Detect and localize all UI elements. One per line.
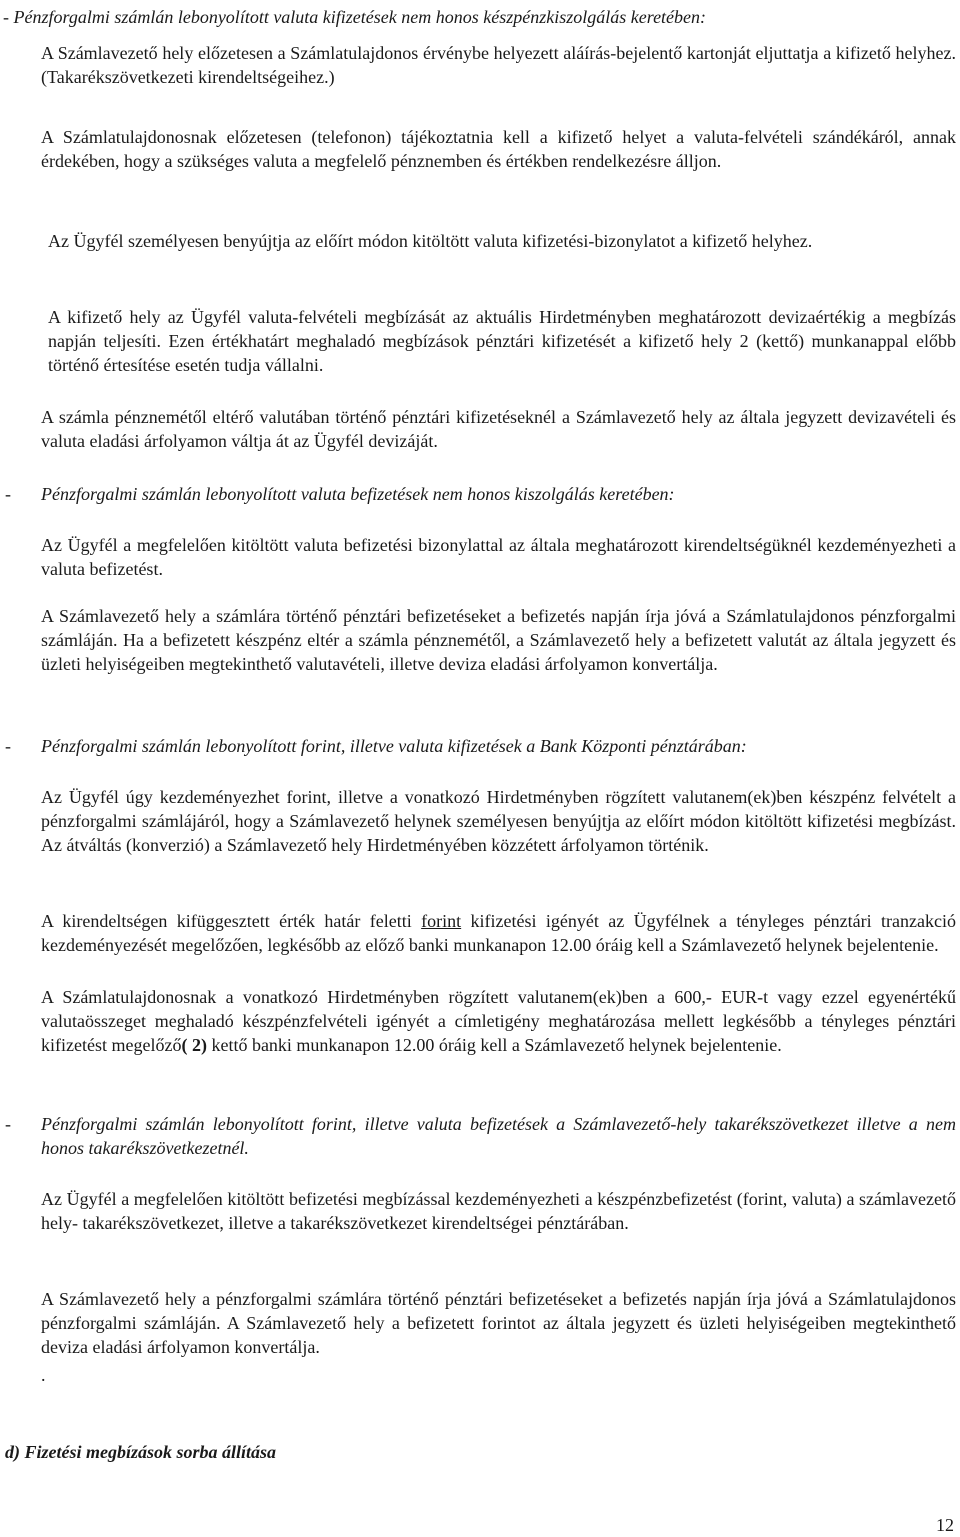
bold-number: ( 2)	[181, 1035, 207, 1055]
section-heading-savings-cooperative	[5, 1112, 956, 1160]
section-heading-foreign-currency-deposit	[5, 482, 956, 506]
paragraph-eur-limit	[41, 985, 956, 1057]
stray-dot: .	[41, 1365, 46, 1385]
paragraph-deposit-credit: A Számlavezető hely a számlára történő pénztári befizetéseket a befizetés napján írja jóvá a Számlatulajdonos pénzforgalmi számláján. Ha a befizetett készpénz eltér a számla pénznemétől, a Számlavezető hely a befizetett valutát az általa jegyzett és üzleti helyiségeiben megtekinthető valutavételi, illetve deviza eladási árfolyamon konvertálja.	[41, 606, 956, 674]
heading-text: Pénzforgalmi számlán lebonyolított forint, illetve valuta kifizetések a Bank Központi pénztárában:	[41, 736, 747, 756]
text-segment: kifizetési igényét az Ügyfélnek a tényleges pénztári tranzakció kezdeményezését megelőzően, legkésőbb az előző banki munkanapon 12.00 óráig kell a Számlavezető helynek bejelentenie.	[41, 911, 956, 955]
section-title-d: d) Fizetési megbízások sorba állítása	[5, 1442, 277, 1462]
paragraph-forint-conversion: A Számlavezető hely a pénzforgalmi számlára történő pénztári befizetéseket a befizetés napján írja jóvá a Számlatulajdonos pénzforgalmi számláján. A Számlavezető hely a befizetett forintot az általa jegyzett és üzleti helyiségeiben megtekinthető deviza eladási árfolyamon konvertálja.	[41, 1289, 956, 1357]
text-segment: kettő banki munkanapon 12.00 óráig kell a Számlavezető helynek bejelentenie.	[206, 1035, 782, 1055]
list-dash: -	[5, 484, 11, 504]
section-heading-foreign-currency-withdrawal: - Pénzforgalmi számlán lebonyolított valuta kifizetések nem honos készpénzkiszolgálás keretében:	[3, 7, 707, 27]
page-number: 12	[936, 1515, 954, 1535]
paragraph-forint-limit	[41, 909, 956, 957]
paragraph-deposit-slip: Az Ügyfél a megfelelően kitöltött valuta befizetési bizonylattal az általa meghatározott kirendeltségüknél kezdeményezheti a valuta befizetést.	[41, 535, 956, 579]
text-segment: A kirendeltségen kifüggesztett érték határ feletti	[41, 911, 422, 931]
underlined-forint: forint	[421, 911, 462, 931]
list-dash: -	[5, 1114, 11, 1134]
paragraph-cash-withdrawal: Az Ügyfél úgy kezdeményezhet forint, illetve a vonatkozó Hirdetményben rögzített valutanem(ek)ben készpénz felvételt a pénzforgalmi számlájáról, hogy a Számlavezető helynek személyesen benyújtja az előírt módon kitöltött kifizetési megbízást. Az átváltás (konverzió) a Számlavezető hely Hirdetményében közzétett árfolyamon történik.	[41, 787, 956, 855]
heading-text: Pénzforgalmi számlán lebonyolított valuta befizetések nem honos kiszolgálás keretében:	[41, 484, 675, 504]
list-dash: -	[5, 736, 11, 756]
heading-text: Pénzforgalmi számlán lebonyolított forint, illetve valuta befizetések a Számlavezető-hely takarékszövetkezet illetve a nem honos takarékszövetkezetnél.	[41, 1114, 956, 1158]
paragraph-signature-card: A Számlavezető hely előzetesen a Számlatulajdonos érvénybe helyezett aláírás-bejelentő kartonját eljuttatja a kifizető helyhez. (Takarékszövetkezeti kirendeltségeihez.)	[41, 43, 956, 87]
paragraph-withdrawal-limit: A kifizető hely az Ügyfél valuta-felvételi megbízását az aktuális Hirdetményben meghatározott devizaértékig a megbízás napján teljesíti. Ezen értékhatárt meghaladó megbízások pénztári kifizetését a kifizető hely 2 (kettő) munkanappal előbb történő értesítése esetén tudja vállalni.	[48, 307, 956, 375]
section-heading-central-cashier	[5, 734, 956, 758]
paragraph-exchange-rate: A számla pénznemétől eltérő valutában történő pénztári kifizetéseknél a Számlavezető hely az általa jegyzett devizavételi és valuta eladási árfolyamon váltja át az Ügyfél devizáját.	[41, 407, 956, 451]
paragraph-cash-deposit: Az Ügyfél a megfelelően kitöltött befizetési megbízással kezdeményezheti a készpénzbefizetést (forint, valuta) a számlavezető hely- takarékszövetkezet, illetve a takarékszövetkezet kirendeltségei pénztárában.	[41, 1189, 956, 1233]
paragraph-phone-notice: A Számlatulajdonosnak előzetesen (telefonon) tájékoztatnia kell a kifizető helyet a valuta-felvételi szándékáról, annak érdekében, hogy a szükséges valuta a megfelelő pénznemben és értékben rendelkezésre álljon.	[41, 127, 956, 171]
paragraph-withdrawal-slip: Az Ügyfél személyesen benyújtja az előírt módon kitöltött valuta kifizetési-bizonylatot a kifizető helyhez.	[48, 231, 813, 251]
text-segment: A Számlatulajdonosnak a vonatkozó Hirdetményben rögzített valutanem(ek)ben a 600,- EUR-t vagy ezzel egyenértékű valutaösszeget meghaladó készpénzfelvételi igényét a címletigény meghatározása mellett legkésőbb a tényleges pénztári kifizetést megelőző	[41, 987, 956, 1055]
